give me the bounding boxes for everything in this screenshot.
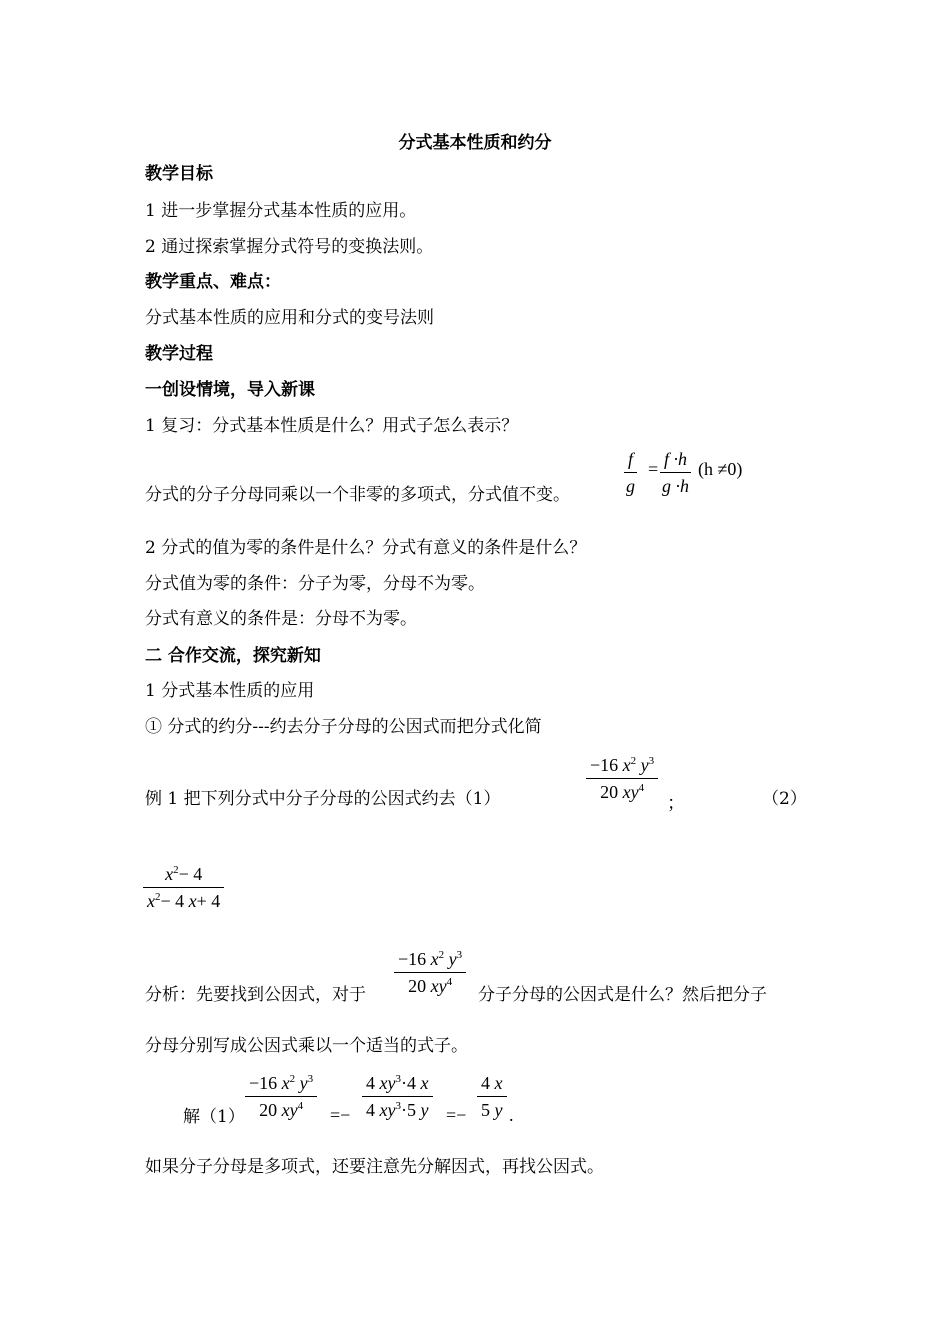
- key-heading: 教学重点、难点：: [145, 272, 281, 292]
- key-text: 分式基本性质的应用和分式的变号法则: [145, 308, 434, 328]
- example-fraction-1-numerator: −16 $x^2$ $y^3$: [586, 753, 658, 779]
- solution-equals-2: =−: [446, 1105, 467, 1125]
- goals-heading: 教学目标: [145, 164, 213, 184]
- analysis-line-2: 分母分别写成公因式乘以一个适当的式子。: [145, 1036, 468, 1056]
- sub-heading-1: 1 分式基本性质的应用: [145, 681, 315, 701]
- formula-lhs-denominator: g: [626, 476, 635, 496]
- solution-fraction-original: [245, 1071, 317, 1122]
- goal-2: 2 通过探索掌握分式符号的变换法则。: [145, 237, 434, 257]
- example-separator: ；: [667, 793, 685, 813]
- formula-rhs-numerator: f ·h: [660, 447, 691, 473]
- solution-result-denominator: 5 y: [481, 1100, 503, 1120]
- formula-lhs-fraction: [622, 447, 639, 498]
- solution-original-denominator: 20 $xy^4$: [259, 1100, 304, 1120]
- solution-equals-1: =−: [330, 1105, 351, 1125]
- review-answer: 分式的分子分母同乘以一个非零的多项式，分式值不变。: [145, 485, 570, 505]
- solution-factored-denominator: 4 $xy^3\cdot 5$ y: [366, 1100, 429, 1120]
- example-1-part-2: （2）: [762, 789, 807, 809]
- solution-fraction-result: [477, 1071, 507, 1122]
- section-1-heading: 一创设情境，导入新课: [145, 380, 315, 400]
- analysis-prefix: 分析：先要找到公因式，对于: [145, 985, 366, 1005]
- solution-factored-numerator: 4 $xy^3\cdot 4$ x: [362, 1071, 433, 1097]
- page-title: 分式基本性质和约分: [398, 133, 552, 153]
- question-2: 2 分式的值为零的条件是什么？分式有意义的条件是什么？: [145, 538, 587, 558]
- formula-condition: (h ≠0): [698, 459, 743, 479]
- goal-1: 1 进一步掌握分式基本性质的应用。: [145, 201, 417, 221]
- analysis-fraction-numerator: −16 $x^2$ $y^3$: [394, 947, 466, 973]
- meaning-condition: 分式有意义的条件是：分母不为零。: [145, 609, 417, 629]
- review-question: 1 复习：分式基本性质是什么？用式子怎么表示？: [145, 416, 519, 436]
- example-fraction-1-denominator: 20 $xy^4$: [600, 782, 645, 802]
- sub-heading-1-1: ① 分式的约分---约去分子分母的公因式而把分式化简: [145, 717, 542, 737]
- analysis-fraction: [394, 947, 466, 998]
- analysis-fraction-denominator: 20 $xy^4$: [408, 976, 453, 996]
- solution-original-numerator: −16 $x^2$ $y^3$: [245, 1071, 317, 1097]
- example-1-text: 例 1 把下列分式中分子分母的公因式约去（1）: [145, 789, 501, 809]
- formula-equals: =: [648, 459, 659, 479]
- formula-rhs-denominator: g ·h: [662, 476, 689, 496]
- solution-fraction-factored: [362, 1071, 433, 1122]
- section-2-heading: 二 合作交流，探究新知: [145, 646, 321, 666]
- formula-lhs-numerator: f: [624, 447, 637, 473]
- example-fraction-2: [143, 862, 224, 913]
- formula-rhs-fraction: [658, 447, 693, 498]
- final-note: 如果分子分母是多项式，还要注意先分解因式，再找公因式。: [145, 1157, 604, 1177]
- example-fraction-2-denominator: $x^2- 4$ x+ 4: [147, 891, 221, 911]
- process-heading: 教学过程: [145, 344, 213, 364]
- example-fraction-2-numerator: $x^2- 4$: [143, 862, 224, 888]
- example-fraction-1: [586, 753, 658, 804]
- solution-result-numerator: 4 x: [477, 1071, 507, 1097]
- solution-label: 解（1）: [183, 1107, 245, 1127]
- zero-condition: 分式值为零的条件：分子为零，分母不为零。: [145, 574, 485, 594]
- solution-period: .: [509, 1105, 514, 1125]
- analysis-suffix: 分子分母的公因式是什么？然后把分子: [478, 985, 767, 1005]
